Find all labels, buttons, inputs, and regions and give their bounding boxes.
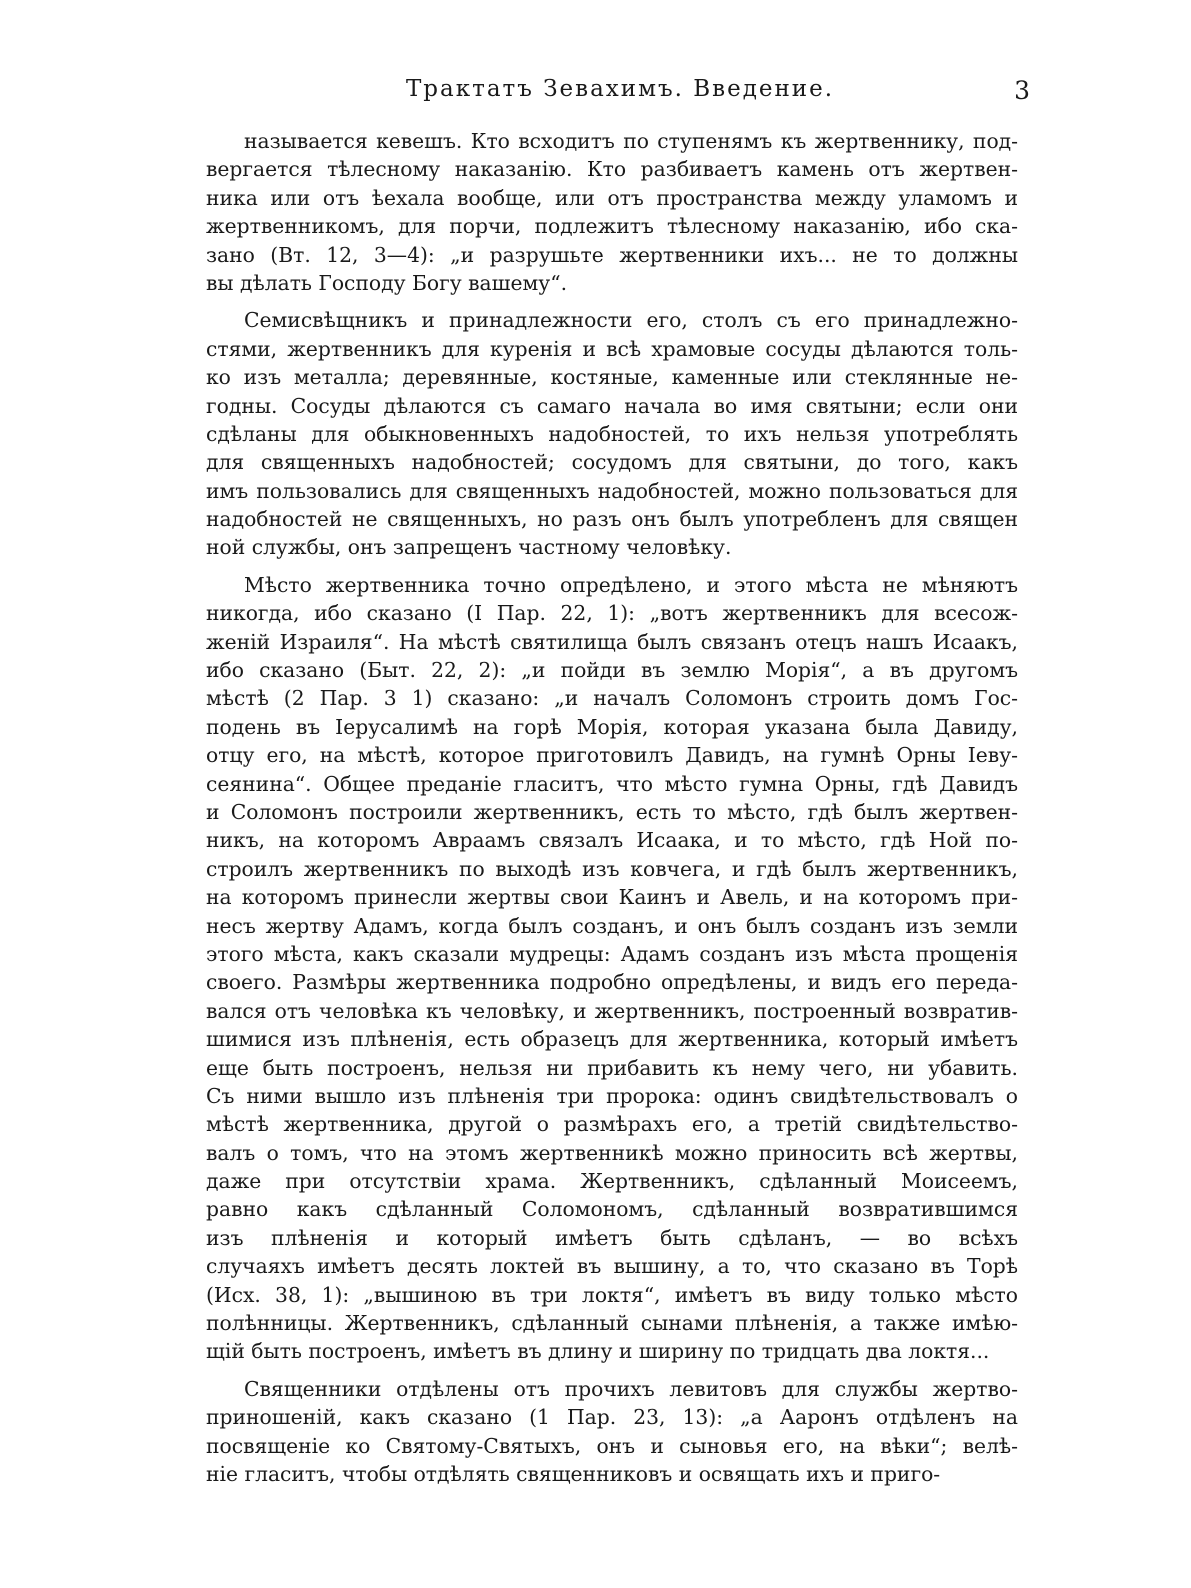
page-number: 3 [1014, 76, 1030, 105]
text-line: щій быть построенъ, имѣетъ въ длину и ширину по тридцать два локтя... [206, 1339, 990, 1364]
text-line: стями, жертвенникъ для куренія и всѣ храмовые сосуды дѣлаются толь- [206, 336, 1018, 361]
text-line: этого мѣста, какъ сказали мудрецы: Адамъ созданъ изъ мѣста прощенія [206, 941, 1018, 966]
text-line: вергается тѣлесному наказанію. Кто разбиваетъ камень отъ жертвен- [206, 157, 1018, 182]
text-line: ибо сказано (Быт. 22, 2): „и пойди въ землю Морія“, а въ другомъ [206, 658, 1018, 683]
text-line: никогда, ибо сказано (I Пар. 22, 1): „вотъ жертвенникъ для всесож- [206, 601, 1018, 626]
text-line: сдѣланы для обыкновенныхъ надобностей, то ихъ нельзя употреблять [206, 421, 1018, 446]
text-line: даже при отсутствіи храма. Жертвенникъ, сдѣланный Моисеемъ, [206, 1169, 1018, 1194]
text-line: своего. Размѣры жертвенника подробно опредѣлены, и видъ его переда- [206, 970, 1018, 995]
text-line: и Соломонъ построили жертвенникъ, есть то мѣсто, гдѣ былъ жертвен- [206, 799, 1018, 824]
paragraph [206, 1375, 1018, 1489]
text-line: жертвенникомъ, для порчи, подлежитъ тѣлесному наказанію, ибо ска- [206, 214, 1018, 239]
body-text [206, 127, 1018, 1497]
text-line: годны. Сосуды дѣлаются съ самаго начала во имя святыни; если они [206, 393, 1018, 418]
text-line: называется кевешъ. Кто всходитъ по ступенямъ къ жертвеннику, под- [244, 129, 1018, 153]
text-line: Священники отдѣлены отъ прочихъ левитовъ для службы жертво- [244, 1376, 1018, 1401]
page-header [210, 76, 1030, 110]
text-line: вался отъ человѣка къ человѣку, и жертвенникъ, построенный возвратив- [206, 998, 1018, 1023]
text-line: для священныхъ надобностей; сосудомъ для святыни, до того, какъ [206, 450, 1018, 475]
text-line: валъ о томъ, что на этомъ жертвенникѣ можно приносить всѣ жертвы, [206, 1140, 1018, 1165]
text-line: (Исх. 38, 1): „вышиною въ три локтя“, имѣетъ въ виду только мѣсто [206, 1282, 1018, 1307]
text-line: мѣстѣ жертвенника, другой о размѣрахъ его, а третій свидѣтельство- [206, 1112, 1018, 1137]
text-line: строилъ жертвенникъ по выходѣ изъ ковчега, и гдѣ былъ жертвенникъ, [206, 856, 1018, 881]
text-line: имъ пользовались для священныхъ надобностей, можно пользоваться для [206, 478, 1018, 503]
paragraph [206, 127, 1018, 297]
text-line: подень въ Іерусалимѣ на горѣ Морія, которая указана была Давиду, [206, 714, 1018, 739]
text-line: ника или отъ ѣехала вообще, или отъ пространства между уламомъ и [206, 185, 1018, 210]
text-line: шимися изъ плѣненія, есть образецъ для жертвенника, который имѣетъ [206, 1027, 1018, 1052]
text-line: отцу его, на мѣстѣ, которое приготовилъ Давидъ, на гумнѣ Орны Іеву- [206, 743, 1018, 768]
text-line: никъ, на которомъ Авраамъ связалъ Исаака, и то мѣсто, гдѣ Ной по- [206, 828, 1018, 853]
text-line: полѣнницы. Жертвенникъ, сдѣланный сынами плѣненія, а также имѣю- [206, 1311, 1018, 1336]
text-line: случаяхъ имѣетъ десять локтей въ вышину, а то, что сказано въ Торѣ [206, 1254, 1018, 1279]
text-line: на которомъ принесли жертвы свои Каинъ и Авель, и на которомъ при- [206, 885, 1018, 910]
text-line: еще быть построенъ, нельзя ни прибавить къ нему чего, ни убавить. [206, 1055, 1018, 1080]
text-line: приношеній, какъ сказано (1 Пар. 23, 13): „а Ааронъ отдѣленъ на [206, 1405, 1018, 1430]
text-line: Семисвѣщникъ и принадлежности его, столъ съ его принадлежно- [244, 308, 1018, 333]
text-line: ко изъ металла; деревянные, костяные, каменные или стеклянные не- [206, 365, 1018, 390]
text-line: ной службы, онъ запрещенъ частному человѣку. [206, 535, 732, 560]
text-line: зано (Вт. 12, 3—4): „и разрушьте жертвенники ихъ... не то должны [206, 242, 1018, 267]
text-line: Мѣсто жертвенника точно опредѣлено, и этого мѣста не мѣняютъ [244, 572, 1018, 597]
text-line: изъ плѣненія и который имѣетъ быть сдѣланъ, — во всѣхъ [206, 1225, 1018, 1250]
text-line: посвященіе ко Святому-Святыхъ, онъ и сыновья его, на вѣки“; велѣ- [206, 1433, 1018, 1458]
text-line: вы дѣлать Господу Богу вашему“. [206, 270, 568, 295]
running-title: Трактатъ Зевахимъ. Введение. [405, 76, 835, 102]
text-line: ніе гласитъ, чтобы отдѣлять священниковъ и освящать ихъ и приго- [206, 1461, 941, 1486]
text-line: несъ жертву Адамъ, когда былъ созданъ, и онъ былъ созданъ изъ земли [206, 913, 1018, 938]
text-line: мѣстѣ (2 Пар. 3 1) сказано: „и началъ Соломонъ строить домъ Гос- [206, 686, 1018, 711]
paragraph [206, 571, 1018, 1366]
text-line: сеянина“. Общее преданіе гласитъ, что мѣсто гумна Орны, гдѣ Давидъ [206, 771, 1018, 796]
text-line: равно какъ сдѣланный Соломономъ, сдѣланный возвратившимся [206, 1197, 1018, 1222]
text-line: женій Израиля“. На мѣстѣ святилища былъ связанъ отецъ нашъ Исаакъ, [206, 629, 1018, 654]
text-line: Съ ними вышло изъ плѣненія три пророка: одинъ свидѣтельствовалъ о [206, 1083, 1018, 1108]
text-line: надобностей не священныхъ, но разъ онъ былъ употребленъ для священ [206, 507, 1018, 532]
paragraph [206, 306, 1018, 562]
